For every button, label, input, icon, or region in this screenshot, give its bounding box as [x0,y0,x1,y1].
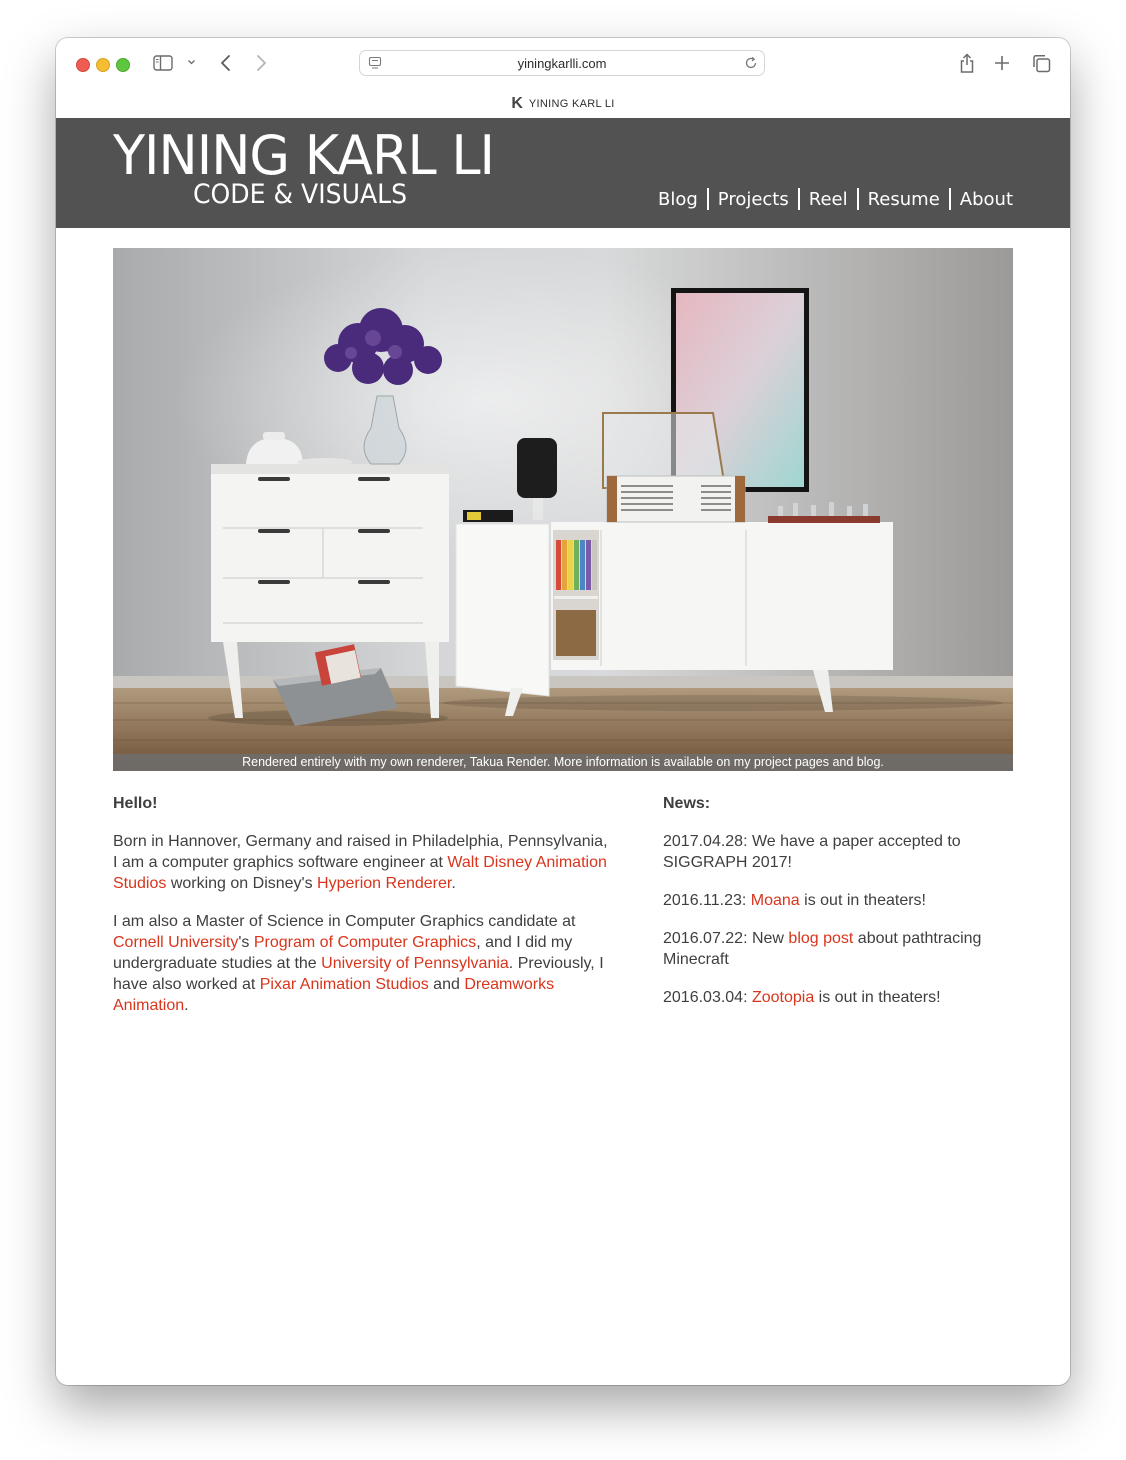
rendered-room-illustration [113,248,1013,771]
site-tagline: CODE & VISUALS [193,179,408,210]
url-text: yiningkarlli.com [517,56,607,71]
page-viewport [56,118,1070,1385]
news-text: 2016.11.23: [663,892,751,909]
intro-text: and [428,976,465,993]
intro-text: , and I did my undergraduate studies at the [113,934,573,972]
intro-heading: Hello! [113,795,158,812]
link-program-of-computer-graphics[interactable]: Program of Computer Graphics [253,934,477,951]
news-item [663,987,1013,1008]
browser-toolbar [56,38,1070,90]
nav-divider [798,188,800,210]
intro-text: 's [238,934,254,951]
link-cornell-university[interactable]: Cornell University [113,934,239,951]
news-text: is out in theaters! [814,989,941,1006]
back-arrow-icon[interactable] [219,54,233,72]
link-dreamworks-animation[interactable]: Dreamworks Animation [113,976,555,1014]
site-header [56,118,1070,228]
news-heading: News: [663,795,711,812]
news-text: 2016.07.22: New [663,930,789,947]
nav-divider [707,188,709,210]
address-bar[interactable] [359,50,765,76]
link-walt-disney-animation-studios[interactable]: Walt Disney Animation Studios [113,854,607,892]
intro-text: working on Disney's [166,875,318,892]
new-tab-icon[interactable] [994,55,1010,71]
chevron-down-icon[interactable] [187,59,196,66]
news-text: 2017.04.28: We have a paper accepted to SIGGRAPH 2017! [663,833,961,871]
share-icon[interactable] [958,52,976,74]
link-blog-post[interactable]: blog post [788,930,854,947]
main-nav [658,188,1013,210]
site-title[interactable]: YINING KARL LI [113,124,495,187]
news-item [663,831,1013,873]
nav-link-resume[interactable]: Resume [867,188,940,210]
forward-arrow-icon[interactable] [254,54,268,72]
zoom-window-button[interactable] [116,58,130,72]
intro-text: . [184,997,189,1014]
intro-paragraph-1 [113,831,613,894]
link-zootopia[interactable]: Zootopia [751,989,815,1006]
link-moana[interactable]: Moana [750,892,800,909]
tab-title: YINING KARL LI [528,98,615,110]
nav-link-projects[interactable]: Projects [717,188,789,210]
site-favicon-icon: K [511,95,523,112]
link-pixar-animation-studios[interactable]: Pixar Animation Studios [259,976,429,993]
news-text: is out in theaters! [799,892,926,909]
news-text: about pathtracing Minecraft [663,930,982,968]
minimize-window-button[interactable] [96,58,110,72]
hero-render-image [113,248,1013,771]
nav-link-reel[interactable]: Reel [808,188,848,210]
nav-divider [857,188,859,210]
nav-link-about[interactable]: About [959,188,1013,210]
news-item [663,928,1013,970]
intro-text: Born in Hannover, Germany and raised in Philadelphia, Pennsylvania, I am a computer graphics software engineer at [113,833,608,871]
intro-text: . [451,875,456,892]
tab-overview-icon[interactable] [1032,54,1051,73]
browser-window [56,38,1070,1385]
sidebar-toggle-icon[interactable] [153,55,173,71]
news-item [663,890,1013,911]
tab-bar [56,90,1070,119]
nav-divider [949,188,951,210]
active-tab[interactable] [56,96,1070,112]
link-hyperion-renderer[interactable]: Hyperion Renderer [317,875,452,892]
intro-text: . Previously, I have also worked at [113,955,604,993]
news-text: 2016.03.04: [663,989,752,1006]
intro-section [113,793,613,1033]
intro-paragraph-2 [113,911,613,1016]
reload-icon[interactable] [744,56,758,70]
close-window-button[interactable] [76,58,90,72]
link-university-of-pennsylvania[interactable]: University of Pennsylvania [321,955,509,972]
news-section [663,793,1013,1025]
nav-link-blog[interactable]: Blog [657,188,698,210]
hero-caption: Rendered entirely with my own renderer, Takua Render. More information is available on my project pages and blog. [113,754,1013,771]
intro-text: I am also a Master of Science in Computer Graphics candidate at [113,913,576,930]
